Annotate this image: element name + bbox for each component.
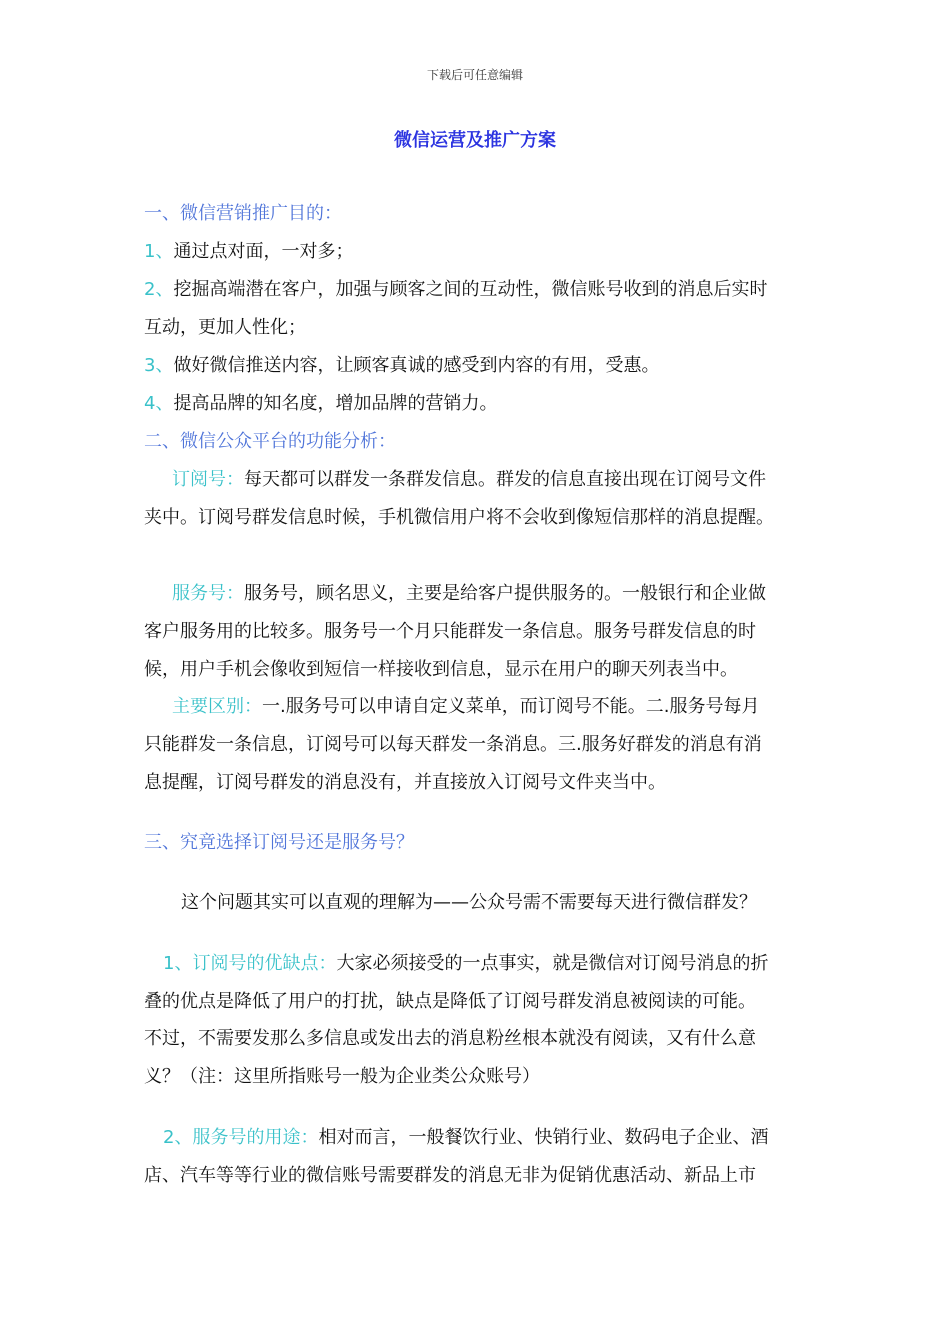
paragraph-line xyxy=(144,620,756,644)
line-text: 客户服务用的比较多。服务号一个月只能群发一条信息。服务号群发信息的时 xyxy=(144,621,756,642)
paragraph-line xyxy=(163,1126,768,1150)
line-text: 这个问题其实可以直观的理解为——公众号需不需要每天进行微信群发？ xyxy=(181,892,757,913)
paragraph-line xyxy=(144,658,738,682)
paragraph-line xyxy=(172,468,766,492)
paragraph-line xyxy=(144,506,774,530)
line-text: 候，用户手机会像收到短信一样接收到信息，显示在用户的聊天列表当中。 xyxy=(144,659,738,680)
paragraph-line xyxy=(181,891,757,915)
header-note: 下载后可任意编辑 xyxy=(426,68,523,82)
line-text: 通过点对面，一对多； xyxy=(173,241,354,262)
line-text: 不过，不需要发那么多信息或发出去的消息粉丝根本就没有阅读，又有什么意 xyxy=(144,1028,756,1049)
line-text: 互动，更加人性化； xyxy=(144,317,306,338)
line-text: 息提醒，订阅号群发的消息没有，并直接放入订阅号文件夹当中。 xyxy=(144,772,666,793)
document-title: 微信运营及推广方案 xyxy=(394,130,556,151)
line-text: 义？（注：这里所指账号一般为企业类公众账号） xyxy=(144,1066,540,1087)
paragraph-line xyxy=(144,1164,756,1188)
paragraph-line xyxy=(144,1065,540,1089)
paragraph-line xyxy=(144,990,756,1014)
term-label: 订阅号： xyxy=(172,469,244,490)
line-text: 相对而言，一般餐饮行业、快销行业、数码电子企业、酒 xyxy=(318,1127,769,1148)
paragraph-line xyxy=(172,582,766,606)
line-text: 夹中。订阅号群发信息时候，手机微信用户将不会收到像短信那样的消息提醒。 xyxy=(144,507,774,528)
term-label: 主要区别： xyxy=(172,696,262,717)
paragraph-line xyxy=(163,952,768,976)
section-heading-2: 二、微信公众平台的功能分析： xyxy=(144,431,396,452)
line-text: 挖掘高端潜在客户，加强与顾客之间的互动性，微信账号收到的消息后实时 xyxy=(173,279,768,300)
paragraph-line xyxy=(172,695,759,719)
line-text: 只能群发一条信息，订阅号可以每天群发一条消息。三.服务好群发的消息有消 xyxy=(144,734,762,755)
term-label: 服务号： xyxy=(172,583,244,604)
paragraph-line xyxy=(144,278,767,302)
line-text: 提高品牌的知名度，增加品牌的营销力。 xyxy=(173,393,498,414)
list-number: 1、 xyxy=(144,241,174,262)
line-text: 一.服务号可以申请自定义菜单，而订阅号不能。二.服务号每月 xyxy=(262,696,760,717)
paragraph-line xyxy=(144,354,659,378)
paragraph-line xyxy=(144,392,497,416)
paragraph-line xyxy=(144,771,666,795)
section-heading-3: 三、究竟选择订阅号还是服务号？ xyxy=(144,832,414,853)
paragraph-line xyxy=(144,316,306,340)
line-text: 店、汽车等等行业的微信账号需要群发的消息无非为促销优惠活动、新品上市 xyxy=(144,1165,756,1186)
line-text: 做好微信推送内容，让顾客真诚的感受到内容的有用，受惠。 xyxy=(173,355,660,376)
list-number: 3、 xyxy=(144,355,174,376)
paragraph-line xyxy=(144,733,762,757)
line-text: 服务号，顾名思义，主要是给客户提供服务的。一般银行和企业做 xyxy=(244,583,766,604)
section-heading-1: 一、微信营销推广目的： xyxy=(144,203,342,224)
line-text: 大家必须接受的一点事实，就是微信对订阅号消息的折 xyxy=(336,953,769,974)
term-label: 1、订阅号的优缺点： xyxy=(163,953,337,974)
list-number: 2、 xyxy=(144,279,174,300)
line-text: 每天都可以群发一条群发信息。群发的信息直接出现在订阅号文件 xyxy=(244,469,766,490)
paragraph-line xyxy=(144,1027,756,1051)
term-label: 2、服务号的用途： xyxy=(163,1127,319,1148)
list-number: 4、 xyxy=(144,393,174,414)
paragraph-line xyxy=(144,240,353,264)
line-text: 叠的优点是降低了用户的打扰，缺点是降低了订阅号群发消息被阅读的可能。 xyxy=(144,991,756,1012)
